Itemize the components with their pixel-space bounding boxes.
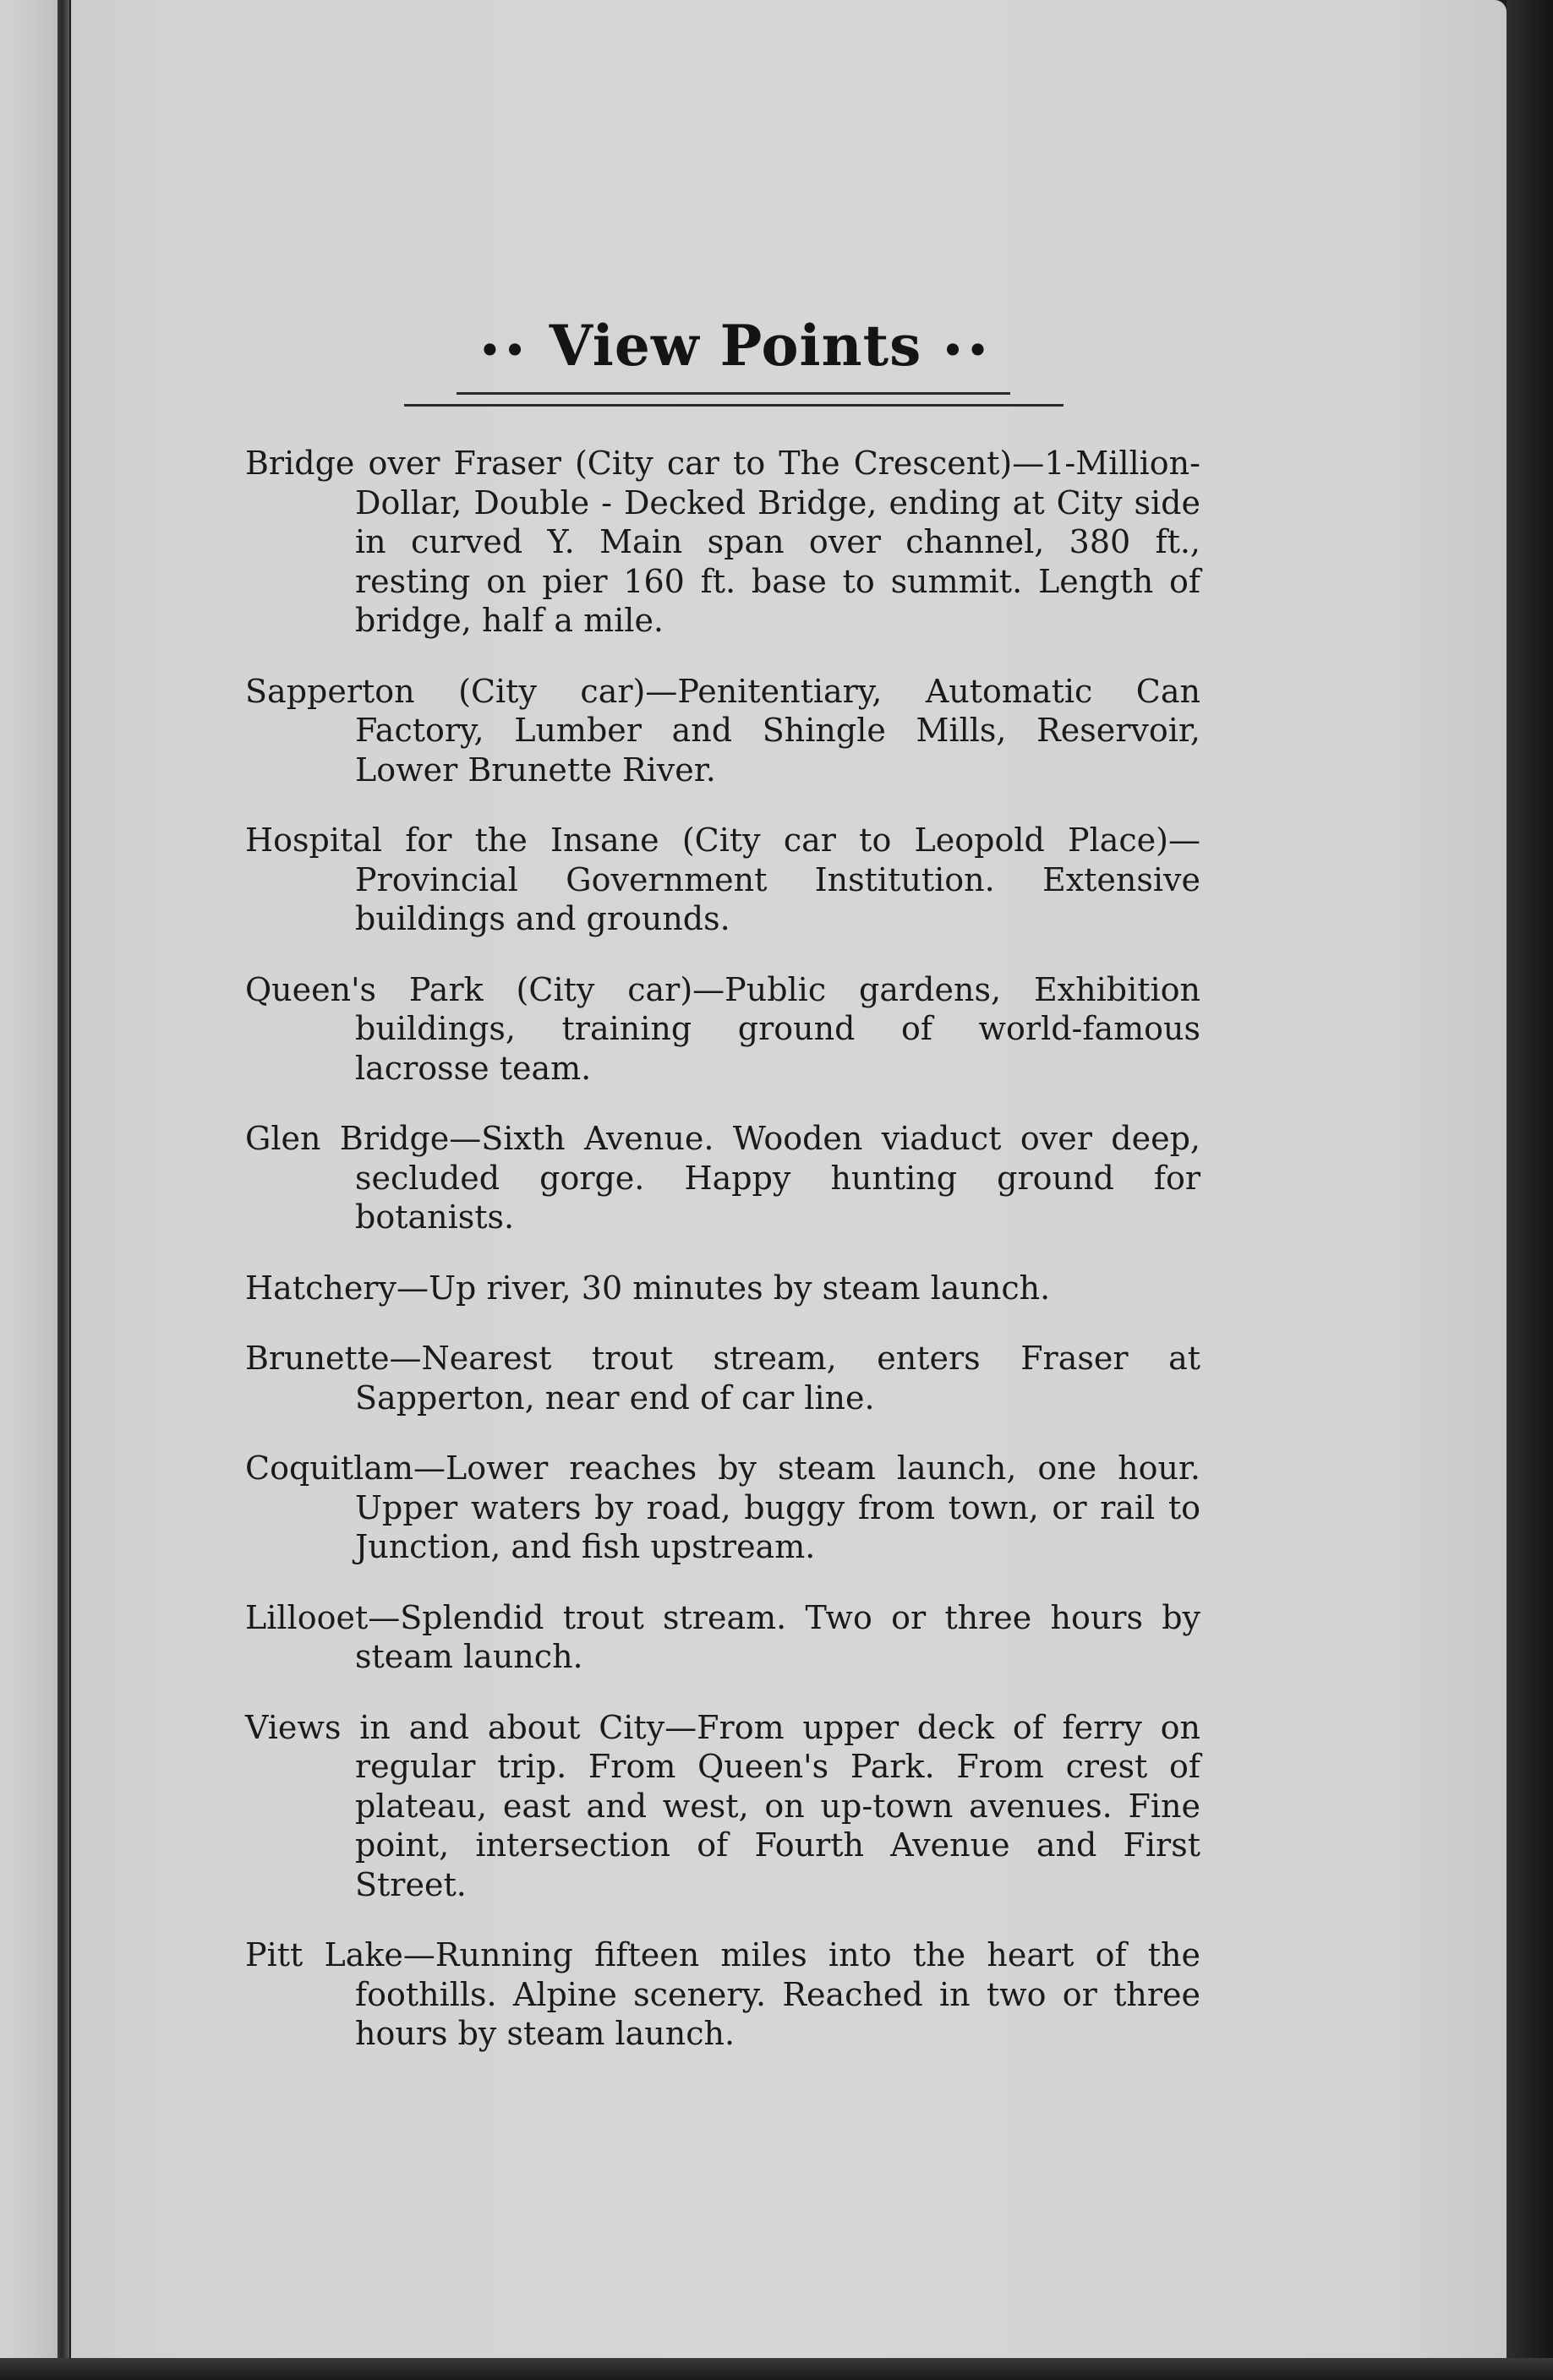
view-points-list bbox=[245, 444, 1200, 2085]
entry-hatchery: Hatchery—Up river, 30 minutes by steam launch. bbox=[245, 1269, 1051, 1307]
title-ornament-right: •• bbox=[942, 330, 992, 371]
entry-brunette: Brunette—Nearest trout stream, enters Fraser at Sapperton, near end of car line. bbox=[245, 1340, 1200, 1417]
entry-sapperton: Sapperton (City car)—Penitentiary, Automatic Can Factory, Lumber and Shingle Mills, Reservoir, Lower Brunette River. bbox=[245, 672, 1200, 789]
entry-lillooet: Lillooet—Splendid trout stream. Two or three hours by steam launch. bbox=[245, 1598, 1200, 1675]
entry-pitt-lake: Pitt Lake—Running fifteen miles into the heart of the foothills. Alpine scenery. Reached in two or three hours by steam launch. bbox=[245, 1936, 1200, 2052]
entry-glen-bridge: Glen Bridge—Sixth Avenue. Wooden viaduct over deep, secluded gorge. Happy hunting ground for botanists. bbox=[245, 1120, 1200, 1236]
page-title bbox=[397, 313, 1074, 379]
entry-hospital: Hospital for the Insane (City car to Leopold Place)—Provincial Government Institution. Extensive buildings and grounds. bbox=[245, 822, 1200, 937]
page-title-text: View Points bbox=[549, 313, 922, 379]
entry-views-in-city: Views in and about City—From upper deck of ferry on regular trip. From Queen's Park. From crest of plateau, east and west, on up-town avenues. Fine point, intersection of Fourth Avenue and First Street. bbox=[245, 1708, 1200, 1903]
title-underline-upper bbox=[457, 392, 1010, 395]
facing-page-edge bbox=[0, 0, 59, 2380]
entry-queens-park: Queen's Park (City car)—Public gardens, Exhibition buildings, training ground of world-famous lacrosse team. bbox=[245, 970, 1200, 1087]
page-bottom-edge bbox=[0, 2358, 1553, 2380]
book-binding bbox=[57, 0, 69, 2380]
page-edge-shadow bbox=[1507, 0, 1553, 2380]
title-underline-lower bbox=[404, 404, 1064, 407]
title-ornament-left: •• bbox=[478, 330, 529, 371]
entry-coquitlam: Coquitlam—Lower reaches by steam launch, one hour. Upper waters by road, buggy from town, or rail to Junction, and fish upstream. bbox=[245, 1449, 1200, 1565]
entry-bridge-over-fraser: Bridge over Fraser (City car to The Crescent)—1-Million-Dollar, Double - Decked Bridge, ending at City side in curved Y. Main span over channel, 380 ft., resting on pier 160 ft. base to summit. Length of bridge, half a mile. bbox=[245, 445, 1200, 639]
